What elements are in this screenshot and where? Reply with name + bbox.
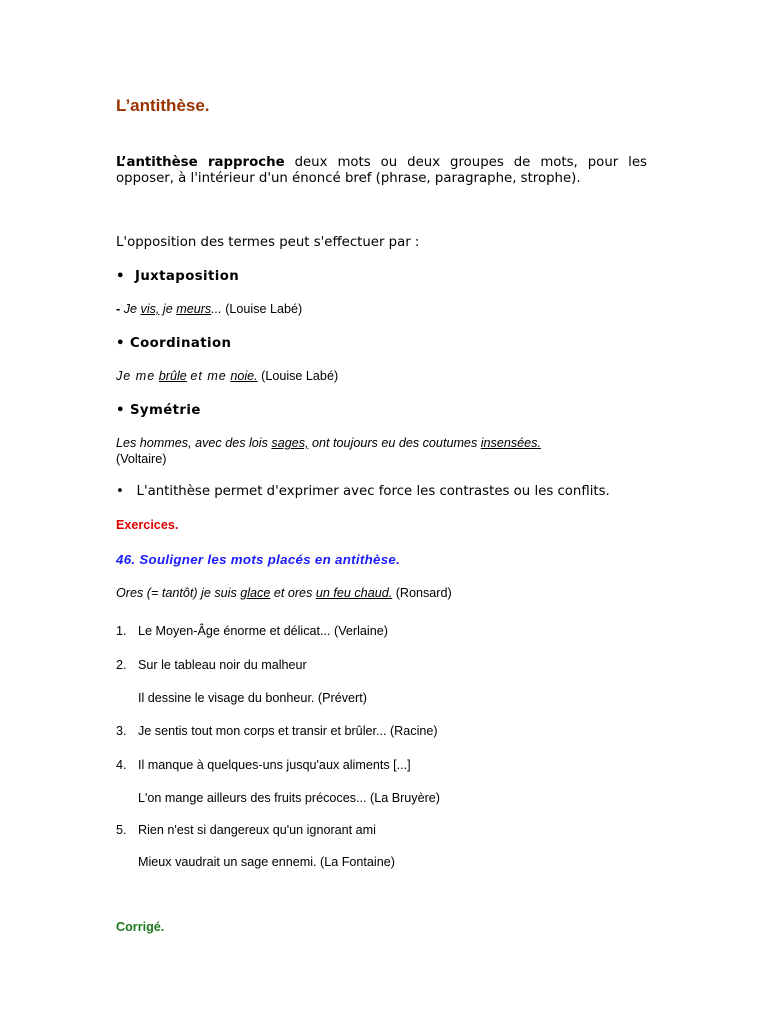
item-line: Le Moyen-Âge énorme et délicat... (Verlaine) [138,624,388,638]
ex-w4: un feu chaud. [315,586,393,600]
list-item [116,758,411,772]
list-item-continuation: Il dessine le visage du bonheur. (Prévert) [138,691,367,705]
intro-line: L'opposition des termes peut s'effectuer par : [116,235,420,250]
item-number: 1. [116,624,127,638]
list-item [116,624,388,638]
bullet-icon: • [116,403,125,418]
coord-w3: et me [190,369,227,383]
coord-w4: noie. [230,369,258,383]
item-line: Je sentis tout mon corps et transir et brûler... (Racine) [138,724,438,738]
heading-juxtaposition [116,269,239,284]
ex-w2: glace [240,586,271,600]
sym-w1: Les hommes, avec des lois [116,436,268,450]
bullet-icon: • [116,269,125,284]
juxtaposition-example [116,302,302,316]
juxt-w3: je [162,302,173,316]
sym-w4: insensées. [480,436,541,450]
coord-author: (Louise Labé) [261,369,339,383]
exercise-example [116,586,452,600]
symetrie-example [116,436,541,450]
bullet-icon: • [116,336,125,351]
list-item [116,724,438,738]
list-item [116,658,307,672]
sym-w3: ont toujours eu des coutumes [312,436,478,450]
heading-coordination [116,336,231,351]
list-item [116,823,376,837]
coordination-example [116,369,338,383]
juxt-w4: meurs [176,302,212,316]
ex-w1: Ores (= tantôt) je suis [116,586,237,600]
definition-line2: opposer, à l'intérieur d'un énoncé bref (phrase, paragraphe, strophe). [116,170,581,186]
item-number: 5. [116,823,127,837]
juxt-w1: Je [123,302,138,316]
item-number: 4. [116,758,127,772]
heading-symetrie [116,403,201,418]
ex-w3: et ores [273,586,313,600]
page-title: L’antithèse. [116,96,210,115]
item-line: Rien n'est si dangereux qu'un ignorant ami [138,823,376,837]
conclusion-text: L'antithèse permet d'exprimer avec force les contrastes ou les conflits. [136,484,610,499]
definition-line1: deux mots ou deux groupes de mots, pour les [294,155,647,170]
item-number: 3. [116,724,127,738]
juxt-w2: vis, [140,302,160,316]
coord-w2: brûle [158,369,187,383]
coord-w1: Je me [116,369,156,383]
item-line: Sur le tableau noir du malheur [138,658,307,672]
ex-author: (Ronsard) [395,586,452,600]
juxt-author: (Louise Labé) [225,302,303,316]
definition-paragraph [116,155,647,186]
sym-w2: sages, [271,436,309,450]
coordination-label: Coordination [129,336,232,351]
dash: - [116,302,121,316]
symetrie-author: (Voltaire) [116,452,167,466]
bullet-icon: • [116,484,124,499]
exercise-title: 46. Souligner les mots placés en antithèse. [116,552,401,567]
list-item-continuation: Mieux vaudrait un sage ennemi. (La Fontaine) [138,855,395,869]
item-line: Il manque à quelques-uns jusqu'aux aliments [...] [138,758,411,772]
list-item-continuation: L'on mange ailleurs des fruits précoces... (La Bruyère) [138,791,440,805]
definition-bold: L’antithèse rapproche [116,155,285,170]
symetrie-label: Symétrie [129,403,201,418]
exercices-heading: Exercices. [116,518,179,532]
juxt-w5: ... [211,302,222,316]
juxtaposition-label: Juxtaposition [134,269,240,284]
item-number: 2. [116,658,127,672]
corrige-heading: Corrigé. [116,920,165,934]
conclusion-line [116,484,610,499]
